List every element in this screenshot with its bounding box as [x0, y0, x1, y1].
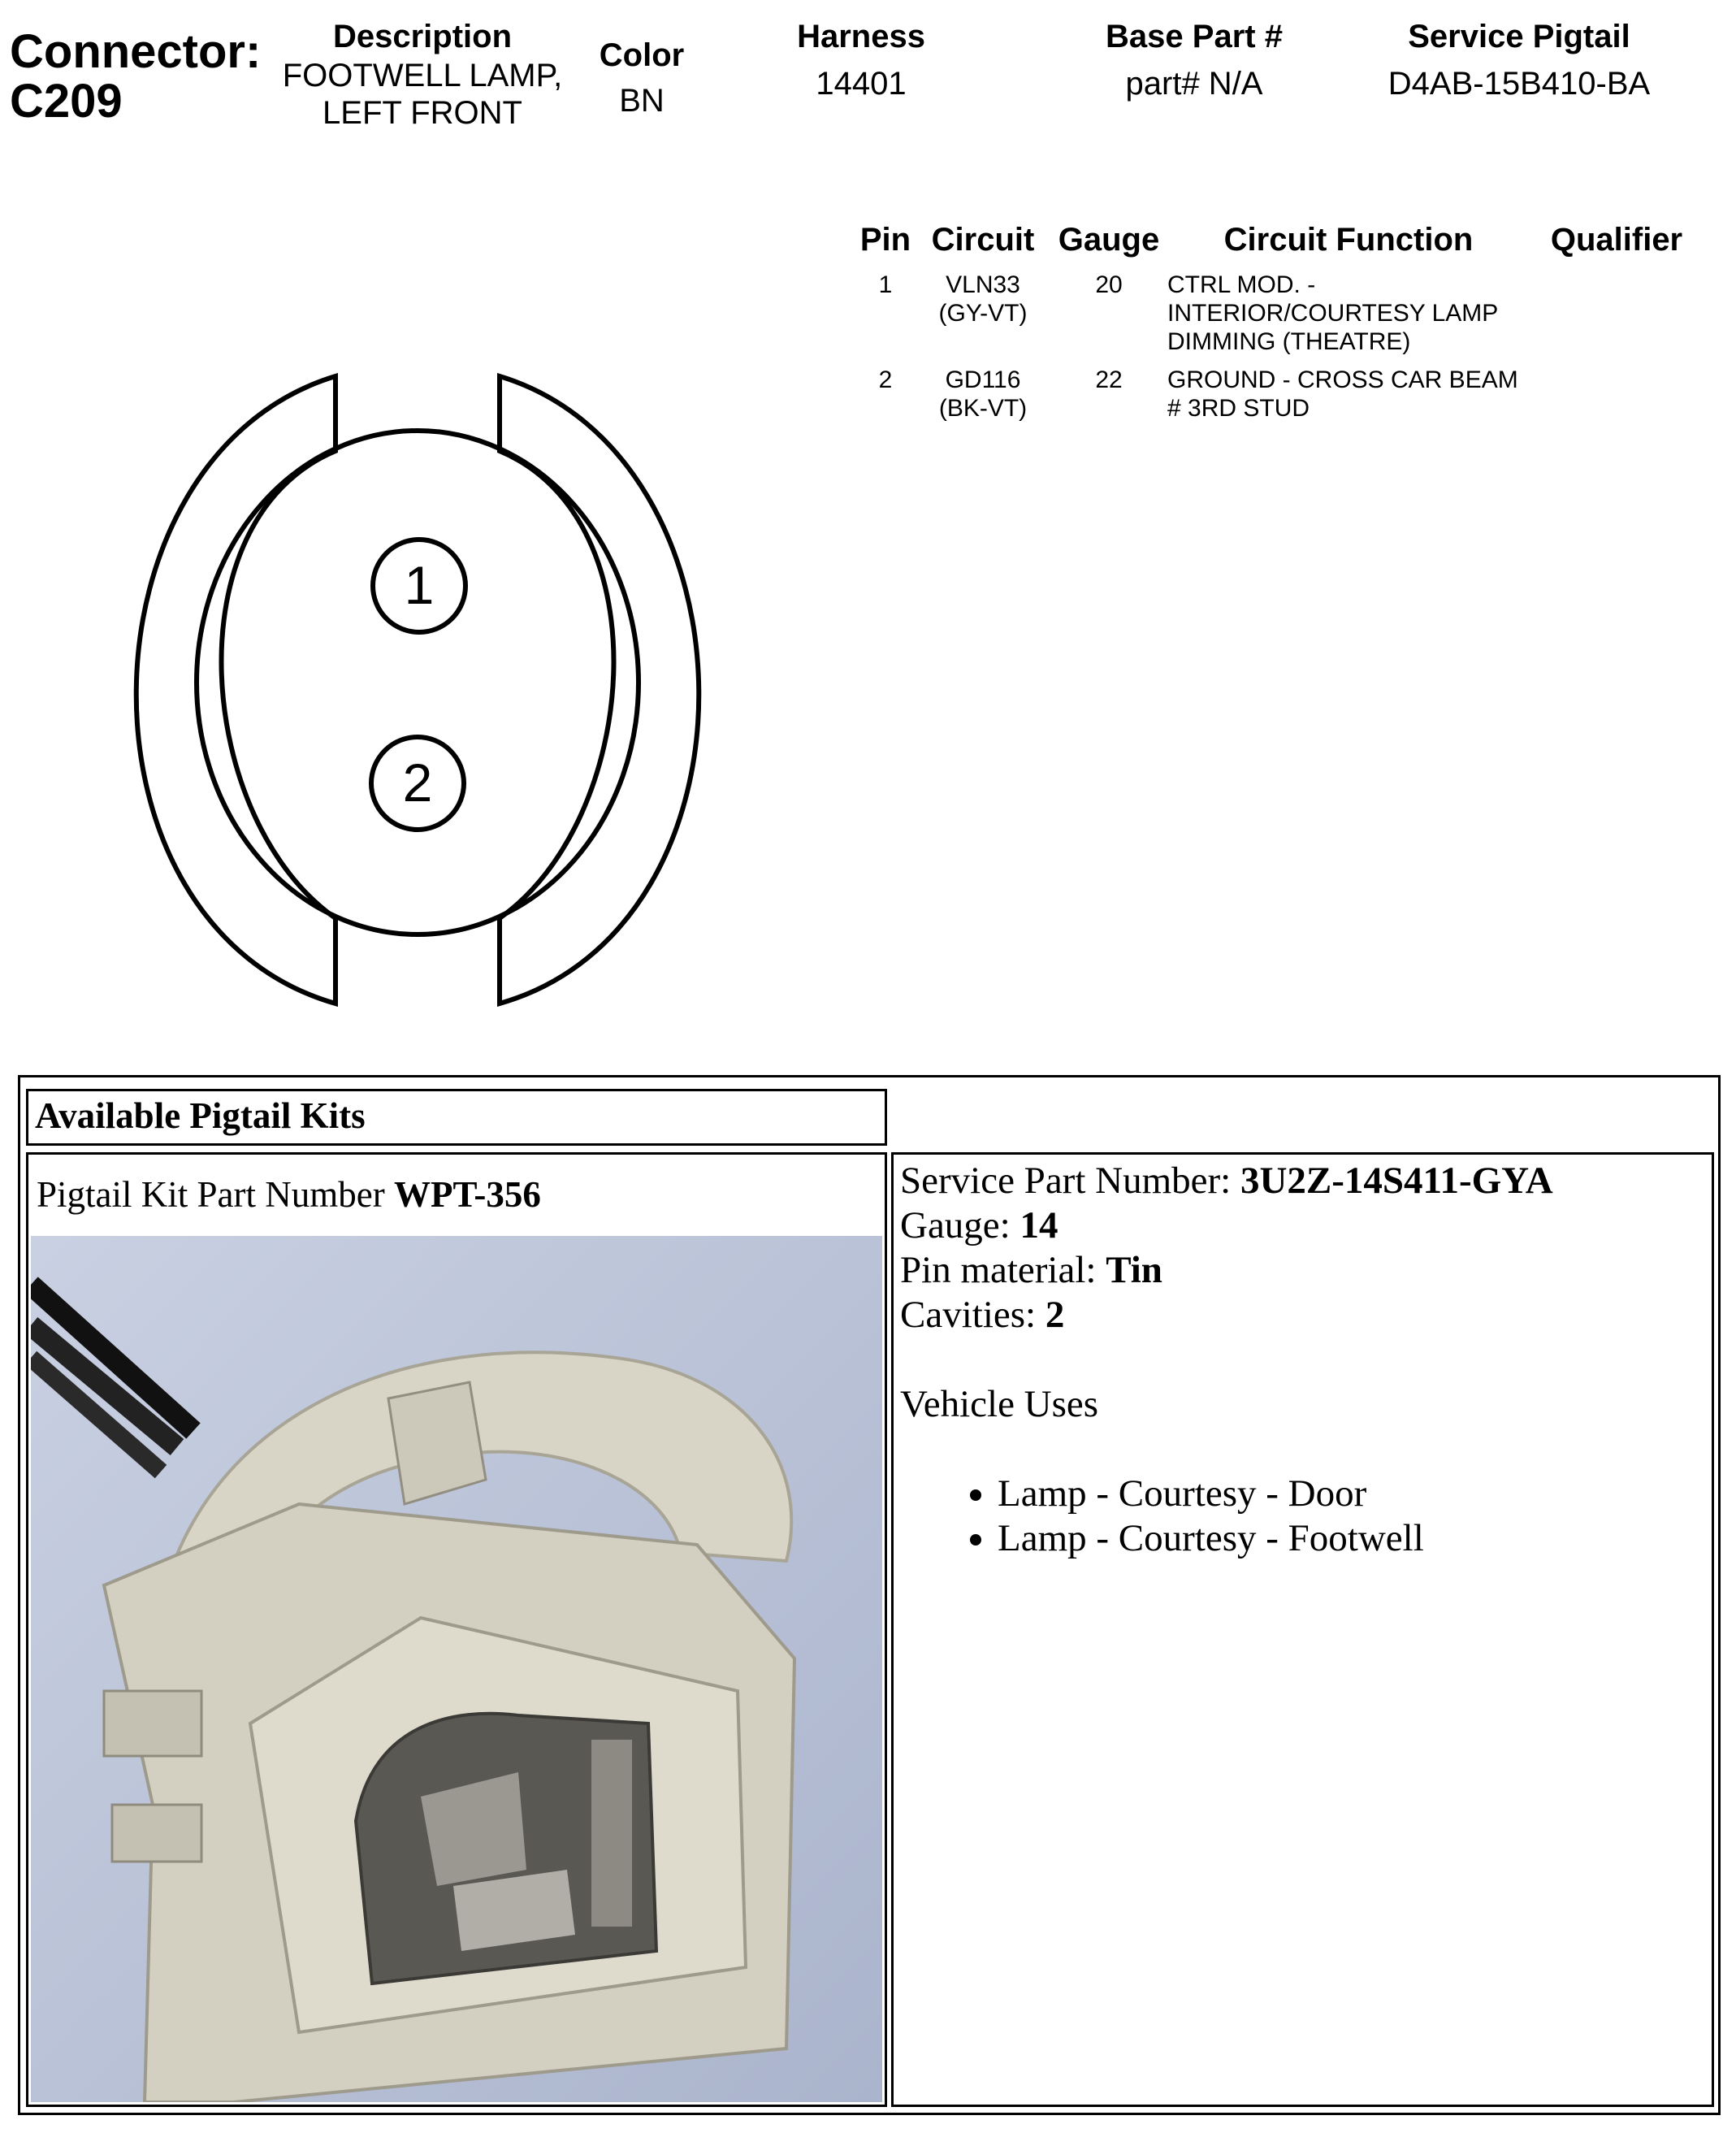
- gauge-label: Gauge:: [900, 1204, 1020, 1246]
- circuit-color: (BK-VT): [938, 395, 1028, 422]
- pin-material-value: Tin: [1106, 1249, 1162, 1291]
- col-header-circuit-function: Circuit Function: [1223, 222, 1474, 258]
- cavities-info: [900, 1293, 1705, 1337]
- connector-label: Connector:: [10, 25, 262, 78]
- table-row-1-function: [1167, 271, 1574, 356]
- pin-material-label: Pin material:: [900, 1249, 1106, 1291]
- cavities-label: Cavities:: [900, 1294, 1045, 1336]
- pin-1-label: 1: [404, 555, 435, 615]
- service-pigtail-column: [1349, 18, 1690, 102]
- harness-value: 14401: [816, 66, 907, 102]
- description-line-2: LEFT FRONT: [323, 95, 522, 131]
- service-part-number: [900, 1159, 1705, 1203]
- table-row-1-circuit: [918, 271, 1048, 327]
- function-line: GROUND - CROSS CAR BEAM: [1167, 366, 1518, 393]
- kit-label: Pigtail Kit Part Number: [37, 1174, 394, 1215]
- service-pigtail-label: Service Pigtail: [1408, 19, 1630, 54]
- service-part-label: Service Part Number:: [900, 1160, 1240, 1202]
- pigtail-kit-part-number: [37, 1173, 541, 1216]
- pigtail-details-cell: [891, 1152, 1714, 2107]
- circuit-id: VLN33: [946, 271, 1020, 298]
- base-part-column: [1064, 18, 1324, 102]
- function-line: DIMMING (THEATRE): [1167, 328, 1411, 355]
- function-line: INTERIOR/COURTESY LAMP: [1167, 300, 1499, 327]
- table-row-2-circuit: [918, 366, 1048, 423]
- description-label: Description: [332, 19, 513, 54]
- pigtail-connector-photo: [31, 1236, 882, 2102]
- right-shell-outline: [500, 376, 699, 1004]
- base-part-label: Base Part #: [1106, 19, 1283, 54]
- col-header-pin: Pin: [859, 222, 911, 258]
- pigtail-kit-cell: [26, 1152, 887, 2107]
- table-row-2-function: [1167, 366, 1574, 423]
- table-row-2-gauge: 22: [1095, 366, 1123, 393]
- table-row-1-gauge: 20: [1095, 271, 1123, 298]
- pigtail-section-title: Available Pigtail Kits: [26, 1089, 887, 1146]
- function-line: CTRL MOD. -: [1167, 271, 1316, 298]
- description-line-1: FOOTWELL LAMP,: [282, 58, 563, 93]
- color-value: BN: [619, 83, 665, 119]
- left-shell-outline: [136, 376, 336, 1004]
- vehicle-uses-list: [900, 1472, 1705, 1561]
- list-item: • Lamp - Courtesy - Door: [998, 1472, 1705, 1516]
- connector-face-diagram: [0, 0, 812, 1056]
- inner-housing-outline: [197, 431, 639, 934]
- table-row-2-pin: 2: [878, 366, 893, 393]
- kit-number: WPT-356: [393, 1174, 541, 1215]
- pin-material-info: [900, 1248, 1705, 1293]
- list-item: • Lamp - Courtesy - Footwell: [998, 1516, 1705, 1561]
- function-line: # 3RD STUD: [1167, 395, 1310, 422]
- harness-label: Harness: [797, 19, 925, 54]
- connector-id: C209: [10, 75, 123, 128]
- color-label: Color: [599, 37, 685, 73]
- service-pigtail-value: D4AB-15B410-BA: [1388, 66, 1651, 102]
- base-part-value: part# N/A: [1125, 66, 1263, 102]
- col-header-qualifier: Qualifier: [1550, 222, 1683, 258]
- circuit-color: (GY-VT): [938, 300, 1028, 327]
- table-row-1-pin: 1: [878, 271, 893, 298]
- vehicle-uses-heading: Vehicle Uses: [900, 1383, 1099, 1425]
- service-part-value: 3U2Z-14S411-GYA: [1240, 1160, 1553, 1202]
- col-header-gauge: Gauge: [1058, 222, 1160, 258]
- gauge-info: [900, 1203, 1705, 1248]
- cavities-value: 2: [1045, 1294, 1065, 1336]
- col-header-circuit: Circuit: [931, 222, 1035, 258]
- gauge-value: 14: [1020, 1204, 1058, 1246]
- circuit-id: GD116: [945, 366, 1021, 393]
- pin-2-label: 2: [402, 752, 433, 813]
